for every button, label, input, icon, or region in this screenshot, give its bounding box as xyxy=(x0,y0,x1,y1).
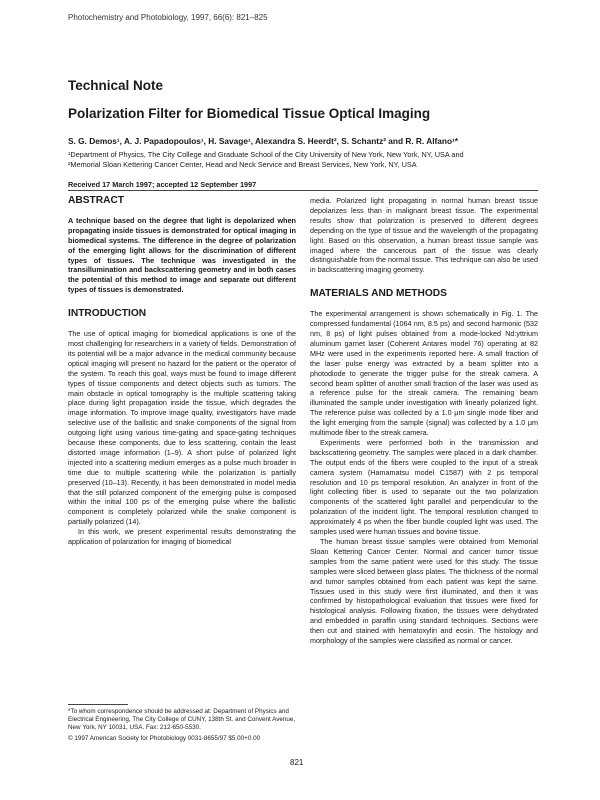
methods-paragraph-3: The human breast tissue samples were obtained from Memorial Sloan Kettering Cancer Center. Normal and cancer tumor tissue samples from the same patient were used for this study. The tissue samples were sliced between glass plates. The thickness of the normal and tumor samples obtained from each patient was kept the same. Tissues used in this study were first illuminated, and then it was confirmed by histopathological evaluation that tissues were fixed for histological analysis. Following fixation, the tissues were dehydrated and embedded in paraffin using standard techniques. Sections were then cut and stained with hematoxylin and eosin. The histology and morphology of the samples were classified as normal or cancer. xyxy=(310,537,538,646)
abstract-heading: ABSTRACT xyxy=(68,195,125,206)
author-list: S. G. Demos¹, A. J. Papadopoulos¹, H. Savage¹, Alexandra S. Heerdt², S. Schantz² and R. R. Alfano¹* xyxy=(68,136,459,146)
received-dates: Received 17 March 1997; accepted 12 September 1997 xyxy=(68,180,257,189)
footnote-divider xyxy=(68,704,128,705)
intro-paragraph-1: The use of optical imaging for biomedical applications is one of the most challenging for researchers in a variety of fields. Demonstration of its potential will be a major advance in the medical community because optical imaging will present no hazard for the patient or the operator of the system. To reach this goal, ways must be found to image different types of tissue components and detect objects such as tumors. The main obstacle in optical tomography is the multiple scattering taking place during light propagation inside the tissue, which degrades the image information. To improve image quality, investigators have made selective use of the ballistic and snake components of the signal from outgoing light using various time-gating and space-gating techniques because these components, due to less scattering, contain the least distorted image information (1–9). A short pulse of polarized light injected into a scattering medium emerges as a pulse much broader in time due to multiple scattering while the polarization is partially preserved (10–13). Recently, it has been demonstrated in model media that the still polarized component of the emerging pulse is composed within the initial 100 ps of the emerging pulse where the ballistic component is completely polarized while the snake component is partially polarized (14). xyxy=(68,329,296,527)
right-column xyxy=(310,196,538,646)
affiliation-2: ²Memorial Sloan Kettering Cancer Center, Head and Neck Service and Breast Services, New York, NY, USA xyxy=(68,160,417,169)
affiliation-1: ¹Department of Physics, The City College and Graduate School of the City University of New York, New York, NY, USA and xyxy=(68,150,464,159)
article-title: Polarization Filter for Biomedical Tissue Optical Imaging xyxy=(68,106,431,121)
left-column xyxy=(68,196,296,547)
abstract-body: A technique based on the degree that light is depolarized when propagating inside tissues is demonstrated for optical imaging in biomedical systems. The difference in the degree of polarization of the emerging light allows for the discrimination of different types of tissues. The technique was investigated in the transillumination and backscattering geometry and in both cases the potential of this method to image and separate out different types of tissues is demonstrated. xyxy=(68,215,296,295)
intro-paragraph-2: In this work, we present experimental results demonstrating the application of polarization for imaging of biomedical xyxy=(68,527,296,547)
article-type-label: Technical Note xyxy=(68,78,164,93)
methods-paragraph-2: Experiments were performed both in the transmission and backscattering geometry. The samples were placed in a dark chamber. The output ends of the fibers were coupled to the input of a streak camera system (Hamamatsu model C1587) with 2 ps temporal resolution and 10 ps temporal resolution. An analyzer in front of the light collecting fiber is used to separate out the two polarization components of the scattered light parallel and perpendicular to the polarization of the incident light. The temporal resolution changed to approximately 4 ps when the fiber bundle coupled light was used. The samples used were human tissues and bovine tissue. xyxy=(310,437,538,537)
intro-continuation: media. Polarized light propagating in normal human breast tissue depolarizes less than in malignant breast tissue. The experimental results show that polarization is preserved to different degrees depending on the type of tissue and the wavelength of the propagating light. Based on this observation, a human breast tissue sample was imaged where the cancerous part of the tissue was clearly distinguishable from the normal tissue. This technique can also be used in backscattering imaging geometry. xyxy=(310,196,538,275)
introduction-heading: INTRODUCTION xyxy=(68,308,147,320)
copyright-footnote: © 1997 American Society for Photobiology 0031-8655/97 $5.00+0.00 xyxy=(68,734,261,742)
affiliations xyxy=(68,150,538,170)
correspondence-footnote: *To whom correspondence should be addressed at: Department of Physics and Electrical Engineering, The City College of CUNY, 138th St. and Convent Avenue, New York, NY 10031, USA. Fax: 212-650-5530. xyxy=(68,708,296,732)
methods-paragraph-1: The experimental arrangement is shown schematically in Fig. 1. The compressed fundamental (1064 nm, 8.5 ps) and second harmonic (532 nm, 8 ps) of light pulses obtained from a mode-locked Nd:yttrium aluminum garnet laser (Coherent Antares model 76) operating at 82 MHz were used in the experiments reported here. A small fraction of the laser pulse energy was extracted by a beam splitter into a photodiode to generate the trigger pulse for the streak camera. A second beam splitter of another small fraction of the laser was used as a reference pulse for the streak camera. The remaining beam illuminated the sample under investigation with linearly polarized light. The reference pulse was collected by a 1.0 μm single mode fiber and the light emerging from the sample (signal) was collected by a 1.0 μm multimode fiber to the streak camera. xyxy=(310,309,538,438)
methods-heading: MATERIALS AND METHODS xyxy=(310,288,447,300)
page-number: 821 xyxy=(290,758,304,767)
journal-citation: Photochemistry and Photobiology, 1997, 66(6): 821–825 xyxy=(68,13,268,22)
footnotes xyxy=(68,708,296,745)
header-divider xyxy=(68,190,538,191)
